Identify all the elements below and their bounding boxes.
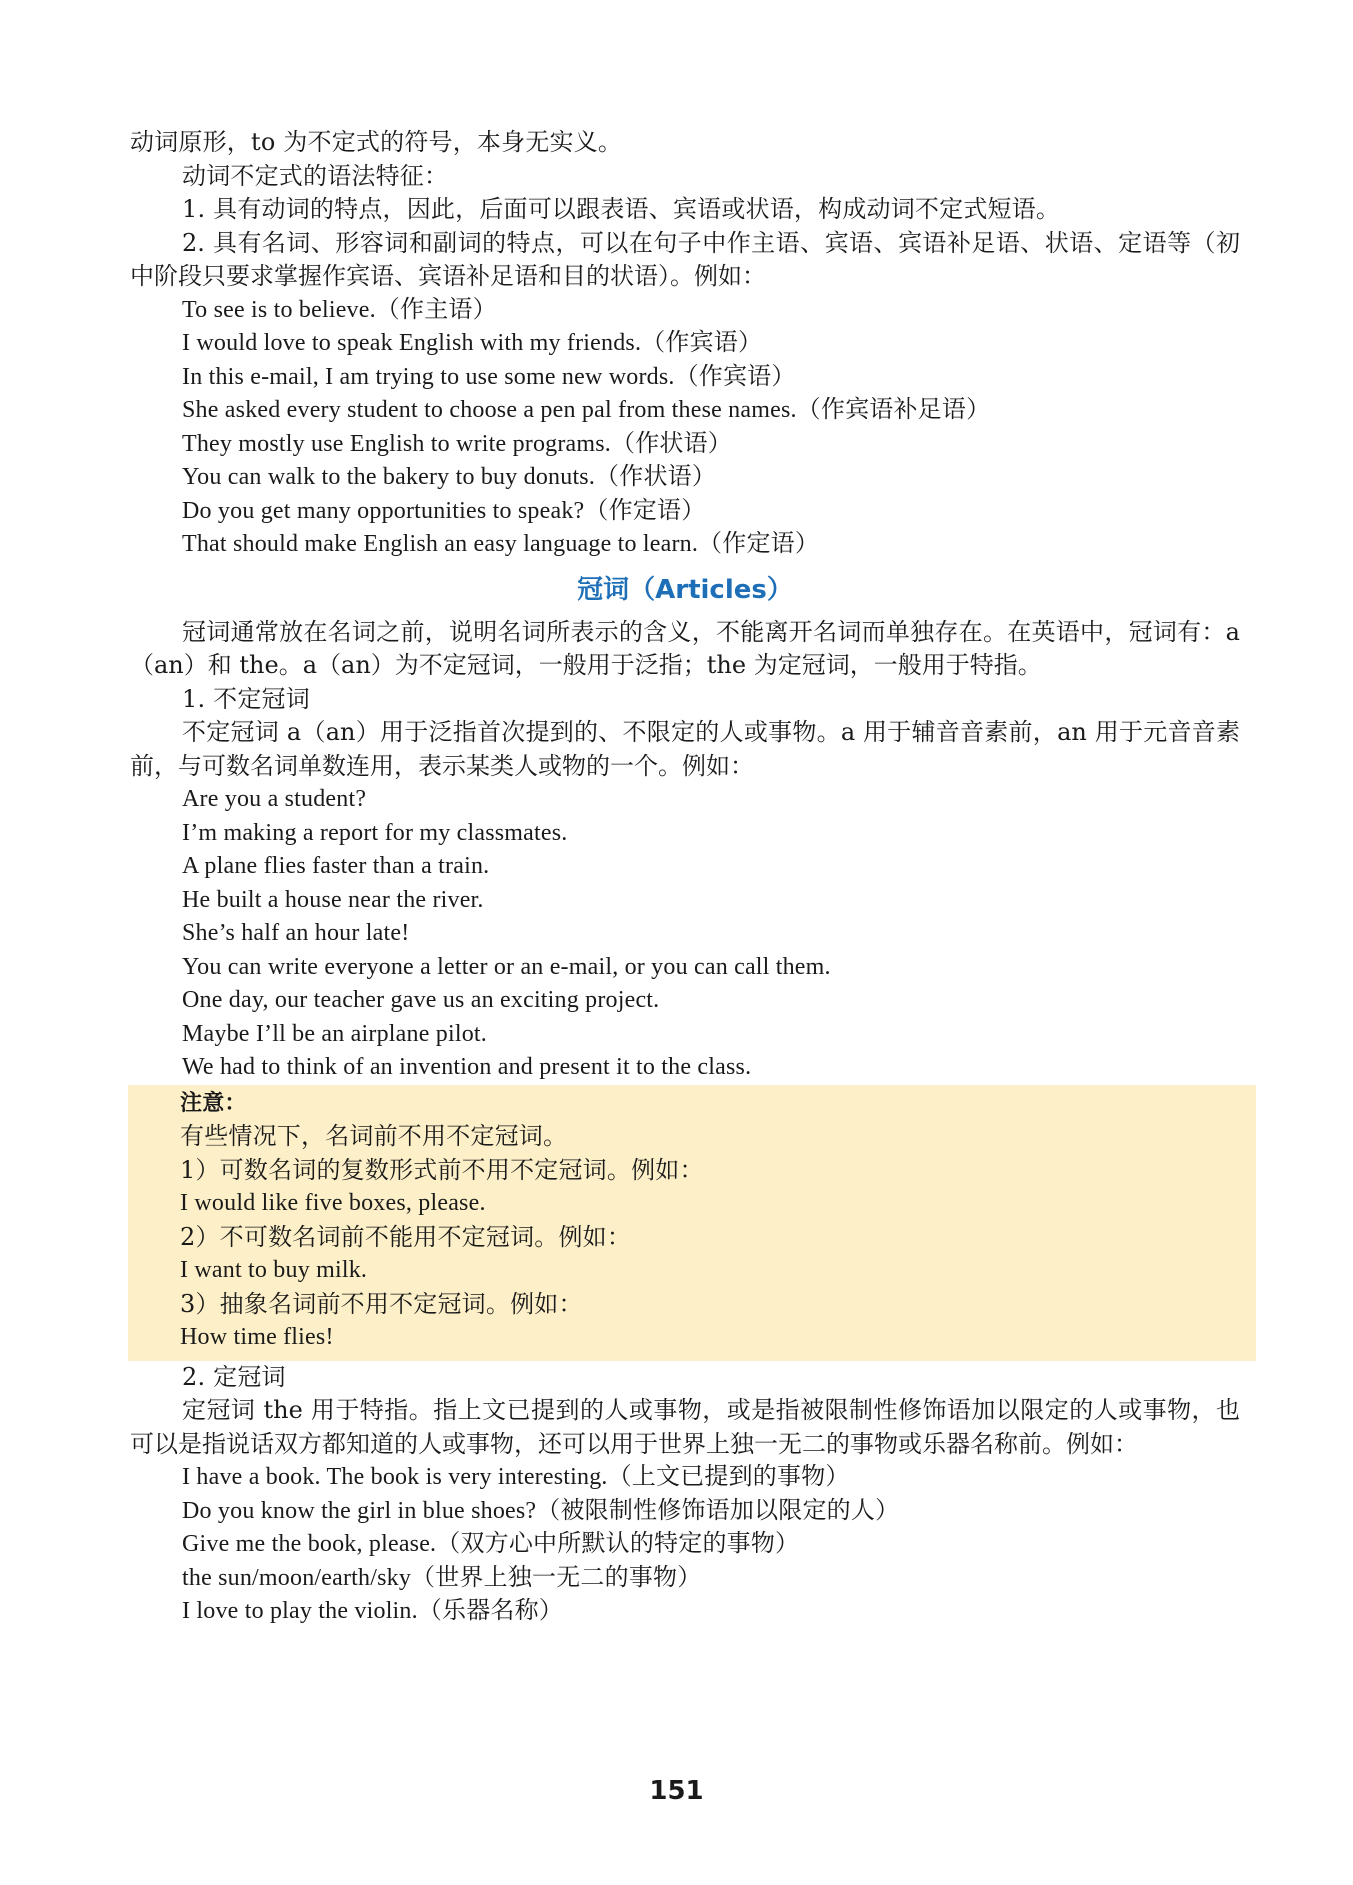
example-sentence: In this e-mail, I am trying to use some new words.（作宾语） <box>182 363 796 390</box>
example-sentence: Give me the book, please.（双方心中所默认的特定的事物） <box>182 1531 800 1557</box>
note-intro: 有些情况下，名词前不用不定冠词。 <box>180 1122 568 1150</box>
example-sentence: You can walk to the bakery to buy donuts.（作状语） <box>182 464 717 490</box>
example-sentence: You can write everyone a letter or an e-mail, or you can call them. <box>182 953 831 980</box>
example-sentence: That should make English an easy language to learn.（作定语） <box>182 531 820 557</box>
example-sentence: They mostly use English to write programs.（作状语） <box>182 430 733 457</box>
example-sentence: We had to think of an invention and present it to the class. <box>182 1054 752 1080</box>
paragraph <box>130 1394 1240 1461</box>
example-sentence: I would love to speak English with my friends.（作宾语） <box>182 330 763 356</box>
paragraph: 动词不定式的语法特征： <box>182 161 449 190</box>
paragraph-text: 定冠词 the 用于特指。指上文已提到的人或事物，或是指被限制性修饰语加以限定的人或事物，也可以是指说话双方都知道的人或事物，还可以用于世界上独一无二的事物或乐器名称前。例如： <box>130 1396 1240 1458</box>
example-sentence: the sun/moon/earth/sky（世界上独一无二的事物） <box>182 1564 702 1591</box>
note-line: 1）可数名词的复数形式前不用不定冠词。例如： <box>180 1155 704 1184</box>
example-sentence: To see is to believe.（作主语） <box>182 296 497 323</box>
example-sentence: A plane flies faster than a train. <box>182 853 490 879</box>
page-number: 151 <box>649 1776 704 1806</box>
paragraph-text: 不定冠词 a（an）用于泛指首次提到的、不限定的人或事物。a 用于辅音音素前，an 用于元音音素前，与可数名词单数连用，表示某类人或物的一个。例如： <box>130 718 1240 780</box>
example-sentence: He built a house near the river. <box>182 886 484 913</box>
example-sentence: She’s half an hour late! <box>182 920 410 946</box>
example-sentence: I love to play the violin.（乐器名称） <box>182 1598 564 1624</box>
note-line: 3）抽象名词前不用不定冠词。例如： <box>180 1289 583 1318</box>
example-sentence: I’m making a report for my classmates. <box>182 819 568 846</box>
note-example: How time flies! <box>180 1324 334 1350</box>
example-sentence: Do you get many opportunities to speak?（作定语） <box>182 497 706 524</box>
paragraph <box>130 227 1240 294</box>
paragraph <box>130 716 1240 783</box>
note-title: 注意： <box>180 1090 247 1116</box>
paragraph <box>130 616 1240 683</box>
example-sentence: One day, our teacher gave us an exciting project. <box>182 987 660 1013</box>
paragraph-text: 冠词通常放在名词之前，说明名词所表示的含义，不能离开名词而单独存在。在英语中，冠词有：a（an）和 the。a（an）为不定冠词，一般用于泛指；the 为定冠词，一般用于特指。 <box>130 617 1240 679</box>
note-line: 2）不可数名词前不能用不定冠词。例如： <box>180 1222 632 1251</box>
paragraph: 1. 具有动词的特点，因此，后面可以跟表语、宾语或状语，构成动词不定式短语。 <box>182 195 1061 223</box>
subsection-title: 2. 定冠词 <box>182 1362 286 1391</box>
example-sentence: Do you know the girl in blue shoes?（被限制性修饰语加以限定的人） <box>182 1497 900 1524</box>
note-box <box>128 1085 1256 1361</box>
example-sentence: Maybe I’ll be an airplane pilot. <box>182 1020 487 1047</box>
paragraph-text: 2. 具有名词、形容词和副词的特点，可以在句子中作主语、宾语、宾语补足语、状语、定语等（初中阶段只要求掌握作宾语、宾语补足语和目的状语）。例如： <box>130 228 1240 290</box>
paragraph: 动词原形，to 为不定式的符号，本身无实义。 <box>130 128 623 156</box>
example-sentence: She asked every student to choose a pen pal from these names.（作宾语补足语） <box>182 397 991 423</box>
note-example: I want to buy milk. <box>180 1257 368 1283</box>
example-sentence: I have a book. The book is very interesting.（上文已提到的事物） <box>182 1464 850 1490</box>
page-content <box>130 126 1240 1629</box>
note-example: I would like five boxes, please. <box>180 1190 486 1216</box>
example-sentence: Are you a student? <box>182 786 367 812</box>
subsection-title: 1. 不定冠词 <box>182 684 310 713</box>
section-heading: 冠词（Articles） <box>577 574 793 605</box>
